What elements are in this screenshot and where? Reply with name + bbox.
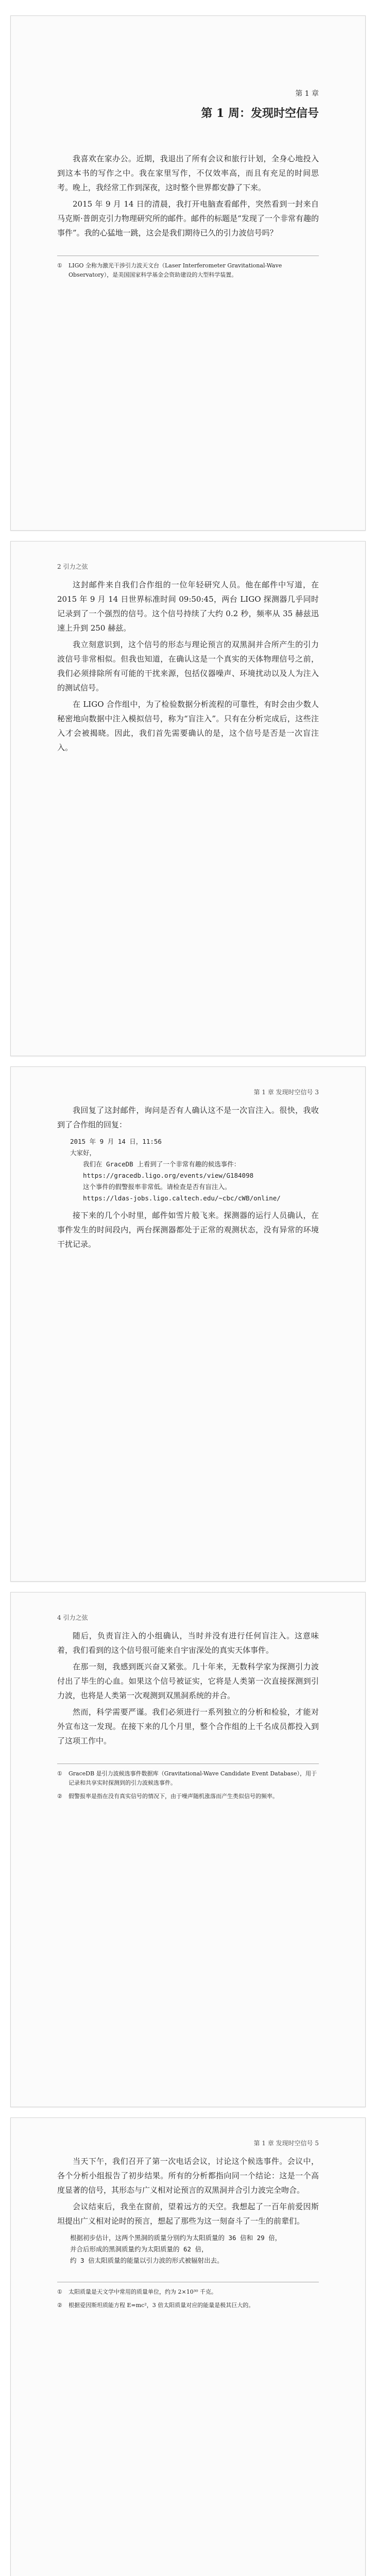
footnote: ① GraceDB 是引力波候选事件数据库（Gravitational-Wave Candidate Event Database），用于记录和共享实时探测到的引力波候选事件。 (57, 1770, 317, 1786)
paragraph: 当天下午，我们召开了第一次电话会议，讨论这个候选事件。会议中，各个分析小组报告了初步结果。所有的分析都指向同一个结论：这是一个高度显著的信号，其形态与广义相对论预言的双黑洞并合引力波完全吻合。 (57, 2157, 319, 2195)
footnote: ② 假警报率是指在没有真实信号的情况下，由于噪声随机涨落而产生类似信号的频率。 (57, 1793, 278, 1800)
data-quote: 根据初步估计，这两个黑洞的质量分别约为太阳质量的 36 倍和 29 倍， 并合后形成的黑洞质量约为太阳质量的 62 倍， 约 3 倍太阳质量的能量以引力波的形式被辐射出去。 (70, 2234, 282, 2264)
paragraph: 然而，科学需要严谨。我们必须进行一系列独立的分析和检验，才能对外宣布这一发现。在接下来的几个月里，整个合作组的上千名成员都投入到了这项工作中。 (57, 1707, 319, 1745)
book-page-2 (10, 541, 366, 1056)
page-header: 4 引力之弦 (57, 1614, 88, 1621)
paragraph: 我立刻意识到，这个信号的形态与理论预言的双黑洞并合所产生的引力波信号非常相似。但我也知道，在确认这是一个真实的天体物理信号之前，我们必须排除所有可能的干扰来源，包括仪器噪声、环境扰动以及人为注入的测试信号。 (57, 640, 319, 692)
footnote: ① LIGO 全称为激光干涉引力波天文台（Laser Interferometer Gravitational-Wave Observatory），是美国国家科学基金会资助建设的大型科学装置。 (57, 262, 282, 278)
book-page-5 (10, 2117, 366, 2576)
page-header: 第 1 章 发现时空信号 3 (253, 1089, 319, 1096)
book-page-3 (10, 1066, 366, 1582)
chapter-title: 第 1 周：发现时空信号 (201, 107, 319, 120)
book-page-1 (10, 15, 366, 531)
paragraph: 会议结束后，我坐在窗前，望着远方的天空。我想起了一百年前爱因斯坦提出广义相对论时的预言，想起了那些为这一刻奋斗了一生的前辈们。 (57, 2202, 319, 2226)
footnotes (57, 2282, 319, 2310)
paragraph: 我喜欢在家办公。近期，我退出了所有会议和旅行计划，全身心地投入到这本书的写作之中。我在家里写作，不仅效率高，而且有充足的时间思考。晚上，我经常工作到深夜，这时整个世界都安静了下来。 (57, 154, 319, 192)
paragraph: 2015 年 9 月 14 日的清晨，我打开电脑查看邮件，突然看到一封来自马克斯·普朗克引力物理研究所的邮件。邮件的标题是“发现了一个非常有趣的事件”。我的心猛地一跳，这会是我们期待已久的引力波信号吗？ (57, 199, 319, 238)
footnote: ① 太阳质量是天文学中常用的质量单位，约为 2×10³⁰ 千克。 (57, 2289, 217, 2295)
paragraph: 接下来的几个小时里，邮件如雪片般飞来。探测器的运行人员确认，在事件发生的时间段内，两台探测器都处于正常的观测状态，没有异常的环境干扰记录。 (57, 1211, 319, 1249)
chapter-label: 第 1 章 (295, 90, 319, 98)
page-header: 2 引力之弦 (57, 563, 88, 570)
paragraph: 这封邮件来自我们合作组的一位年轻研究人员。他在邮件中写道，在 2015 年 9 月 14 日世界标准时间 09:50:45，两台 LIGO 探测器几乎同时记录到了一个强烈的信号。这个信号持续了大约 0.2 秒，频率从 35 赫兹迅速上升到 250 赫兹。 (57, 580, 319, 633)
paragraph: 在 LIGO 合作组中，为了检验数据分析流程的可靠性，有时会由少数人秘密地向数据中注入模拟信号，称为“盲注入”。只有在分析完成后，这些注入才会被揭晓。因此，我们首先需要确认的是，这个信号是否是一次盲注入。 (57, 700, 319, 752)
email-quote: 2015 年 9 月 14 日，11:56 大家好， 我们在 GraceDB 上看到了一个非常有趣的候选事件： https://gracedb.ligo.org/events/view/G184098 这个事件的假警报率非常低。请检查是否有盲注入。 https://ldas-jobs.ligo.caltech.edu/~cbc/cWB/online/ (70, 1138, 281, 1202)
paragraph: 随后，负责盲注入的小组确认，当时并没有进行任何盲注入。这意味着，我们看到的这个信号很可能来自宇宙深处的真实天体事件。 (57, 1631, 319, 1655)
paragraph: 在那一刻，我感到既兴奋又紧张。几十年来，无数科学家为探测引力波付出了毕生的心血。如果这个信号被证实，它将是人类第一次直接探测到引力波，也将是人类第一次观测到双黑洞系统的并合。 (57, 1662, 319, 1700)
footnotes (57, 256, 319, 280)
footnote: ② 根据爱因斯坦质能方程 E=mc²，3 倍太阳质量对应的能量是极其巨大的。 (57, 2302, 254, 2309)
footnotes (57, 1764, 319, 1801)
page-header: 第 1 章 发现时空信号 5 (253, 2140, 319, 2147)
paragraph: 我回复了这封邮件，询问是否有人确认这不是一次盲注入。很快，我收到了合作组的回复： (57, 1106, 319, 1129)
book-page-4 (10, 1592, 366, 2107)
